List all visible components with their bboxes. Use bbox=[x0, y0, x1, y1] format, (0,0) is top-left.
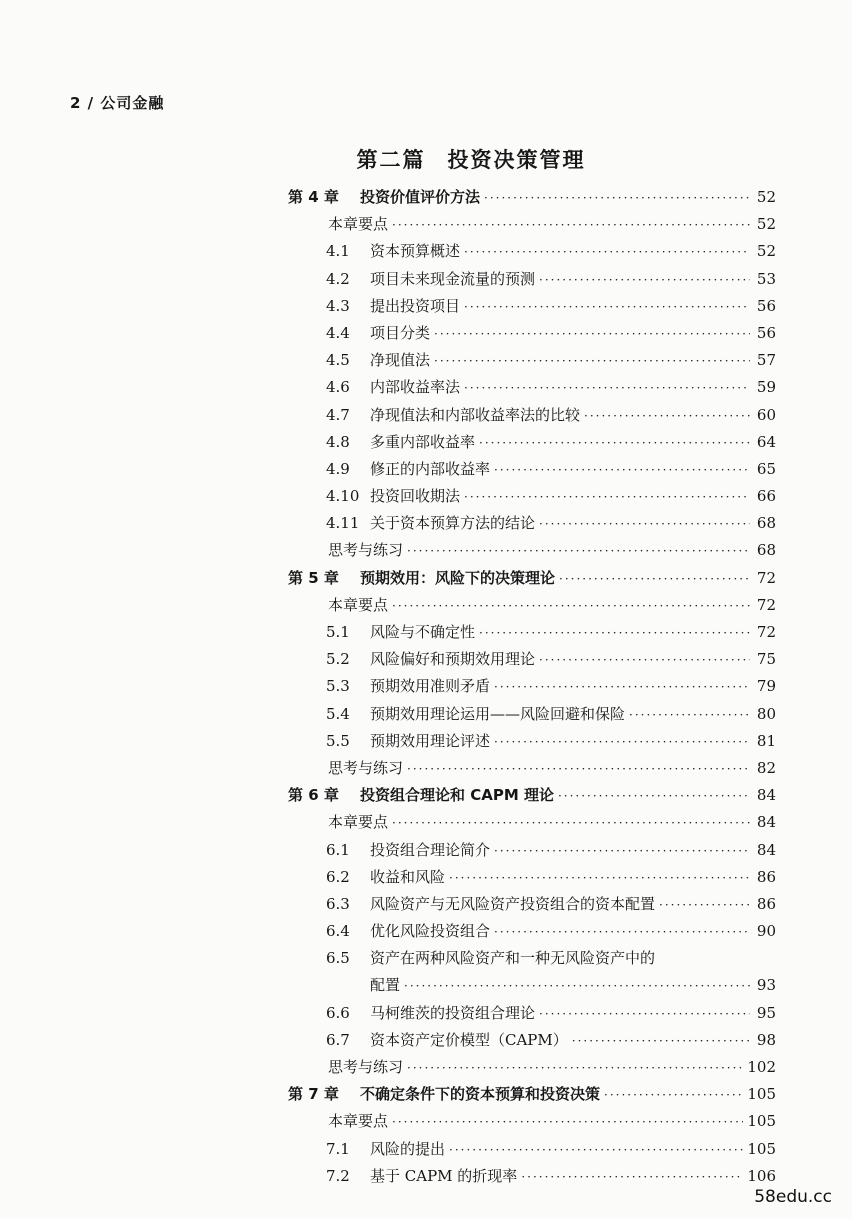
toc-page-number: 68 bbox=[756, 514, 776, 533]
dot-leader bbox=[494, 674, 750, 701]
toc-entry-title: 收益和风险 bbox=[370, 867, 446, 886]
dot-leader bbox=[464, 375, 750, 402]
toc-entry-number: 4.4 bbox=[326, 323, 350, 342]
dot-leader bbox=[407, 756, 750, 783]
toc-entry-title: 基于 CAPM 的折现率 bbox=[370, 1166, 518, 1185]
dot-leader bbox=[479, 620, 750, 647]
toc-page-number: 72 bbox=[756, 623, 776, 641]
toc-entry-row[interactable] bbox=[288, 755, 776, 782]
dot-leader bbox=[559, 566, 750, 593]
dot-leader bbox=[392, 810, 750, 837]
dot-leader bbox=[659, 892, 750, 919]
toc-page-number: 53 bbox=[756, 269, 776, 288]
toc-entry-title: 预期效用：风险下的决策理论 bbox=[360, 568, 556, 587]
dot-leader bbox=[407, 1055, 743, 1082]
toc-page-number: 84 bbox=[756, 786, 776, 805]
toc-entry-title: 资本资产定价模型（CAPM） bbox=[370, 1030, 568, 1049]
toc-entry-row[interactable] bbox=[288, 483, 776, 510]
toc-entry-number: 4.6 bbox=[326, 378, 350, 397]
toc-entry-row[interactable] bbox=[288, 456, 776, 483]
toc-page-number: 80 bbox=[756, 704, 776, 723]
toc-entry-row[interactable] bbox=[288, 1136, 776, 1163]
toc-entry-number: 6.3 bbox=[326, 894, 350, 913]
toc-entry-number: 7.2 bbox=[326, 1166, 350, 1185]
dot-leader bbox=[392, 593, 750, 620]
toc-entry-row[interactable] bbox=[288, 592, 776, 619]
toc-entry-title: 风险与不确定性 bbox=[370, 623, 476, 641]
toc-entry-number: 6.1 bbox=[326, 840, 350, 859]
toc-entry-number: 5.3 bbox=[326, 677, 350, 696]
toc-entry-row[interactable] bbox=[288, 374, 776, 401]
dot-leader bbox=[494, 838, 750, 865]
table-of-contents bbox=[288, 184, 776, 1190]
toc-entry-number: 第 6 章 bbox=[288, 786, 339, 805]
toc-entry-row[interactable] bbox=[288, 1000, 776, 1027]
toc-page-number: 86 bbox=[756, 894, 776, 913]
toc-entry-number: 6.6 bbox=[326, 1003, 350, 1022]
toc-page-number: 56 bbox=[756, 296, 776, 315]
toc-entry-number: 6.4 bbox=[326, 922, 350, 941]
dot-leader bbox=[434, 321, 750, 348]
dot-leader bbox=[464, 294, 750, 321]
toc-entry-number: 6.5 bbox=[326, 949, 350, 968]
toc-entry-title: 思考与练习 bbox=[328, 1058, 404, 1076]
toc-entry-title: 修正的内部收益率 bbox=[370, 459, 491, 478]
toc-entry-title: 净现值法 bbox=[370, 351, 431, 370]
toc-entry-row[interactable] bbox=[288, 619, 776, 646]
toc-entry-number: 4.1 bbox=[326, 242, 350, 261]
toc-page-number: 60 bbox=[756, 405, 776, 424]
toc-chapter-row[interactable] bbox=[288, 184, 776, 211]
toc-entry-title: 资本预算概述 bbox=[370, 242, 461, 261]
part-name: 投资决策管理 bbox=[447, 148, 586, 172]
toc-entry-title: 预期效用准则矛盾 bbox=[370, 677, 491, 696]
toc-entry-row[interactable] bbox=[288, 809, 776, 836]
toc-entry-row[interactable] bbox=[288, 510, 776, 537]
toc-entry-number: 4.8 bbox=[326, 432, 350, 451]
toc-page-number: 82 bbox=[756, 758, 776, 777]
toc-page-number: 52 bbox=[756, 242, 776, 261]
toc-chapter-row[interactable] bbox=[288, 565, 776, 592]
toc-page-number: 56 bbox=[756, 323, 776, 342]
dot-leader bbox=[584, 403, 750, 430]
toc-entry-title: 投资价值评价方法 bbox=[360, 188, 481, 206]
dot-leader bbox=[464, 239, 750, 266]
toc-page-number: 57 bbox=[756, 351, 776, 370]
dot-leader bbox=[539, 267, 750, 294]
part-label: 第二篇 bbox=[356, 148, 426, 172]
toc-entry-title: 马柯维茨的投资组合理论 bbox=[370, 1003, 536, 1022]
toc-entry-row[interactable] bbox=[288, 429, 776, 456]
dot-leader bbox=[404, 973, 750, 1000]
toc-entry-row[interactable] bbox=[288, 266, 776, 293]
dot-leader bbox=[484, 185, 750, 212]
dot-leader bbox=[558, 783, 750, 810]
toc-entry-number: 4.3 bbox=[326, 296, 350, 315]
toc-entry-row[interactable] bbox=[288, 891, 776, 918]
toc-entry-row[interactable] bbox=[288, 673, 776, 700]
toc-entry-number: 5.2 bbox=[326, 650, 350, 669]
toc-page-number: 102 bbox=[747, 1058, 776, 1076]
toc-entry-title: 内部收益率法 bbox=[370, 378, 461, 397]
toc-entry-number: 7.1 bbox=[326, 1139, 350, 1158]
toc-entry-title: 项目未来现金流量的预测 bbox=[370, 269, 536, 288]
toc-page-number: 68 bbox=[756, 541, 776, 560]
toc-entry-row[interactable] bbox=[288, 972, 776, 999]
toc-page-number: 106 bbox=[747, 1166, 776, 1185]
toc-entry-row[interactable] bbox=[288, 864, 776, 891]
toc-page-number: 84 bbox=[756, 813, 776, 832]
dot-leader bbox=[392, 212, 750, 239]
dot-leader bbox=[604, 1082, 743, 1109]
toc-entry-number: 5.1 bbox=[326, 623, 350, 641]
toc-entry-title: 思考与练习 bbox=[328, 541, 404, 560]
toc-entry-title: 资产在两种风险资产和一种无风险资产中的 bbox=[370, 949, 656, 968]
toc-page-number: 72 bbox=[756, 568, 776, 587]
toc-entry-row[interactable] bbox=[288, 1054, 776, 1081]
dot-leader bbox=[464, 484, 750, 511]
toc-entry-title: 投资组合理论和 CAPM 理论 bbox=[360, 786, 554, 805]
toc-page-number: 59 bbox=[756, 378, 776, 397]
watermark: 58edu.cc bbox=[754, 1187, 832, 1207]
dot-leader bbox=[539, 647, 750, 674]
toc-entry-title: 本章要点 bbox=[328, 813, 389, 832]
toc-page-number: 81 bbox=[756, 731, 776, 750]
toc-entry-row[interactable] bbox=[288, 945, 776, 972]
toc-page-number: 105 bbox=[747, 1085, 776, 1104]
toc-entry-title: 不确定条件下的资本预算和投资决策 bbox=[360, 1085, 601, 1104]
toc-entry-number: 第 5 章 bbox=[288, 568, 339, 587]
toc-entry-row[interactable] bbox=[288, 701, 776, 728]
dot-leader bbox=[539, 1001, 750, 1028]
toc-entry-number: 6.7 bbox=[326, 1030, 350, 1049]
toc-entry-title: 本章要点 bbox=[328, 215, 389, 234]
dot-leader bbox=[449, 865, 750, 892]
dot-leader bbox=[392, 1109, 743, 1136]
toc-entry-title: 本章要点 bbox=[328, 595, 389, 614]
toc-entry-title: 关于资本预算方法的结论 bbox=[370, 514, 536, 533]
toc-entry-title: 投资回收期法 bbox=[370, 487, 461, 506]
toc-entry-number: 5.4 bbox=[326, 704, 350, 723]
toc-page-number: 52 bbox=[756, 188, 776, 206]
toc-page-number: 72 bbox=[756, 595, 776, 614]
toc-entry-title: 多重内部收益率 bbox=[370, 432, 476, 451]
dot-leader bbox=[434, 348, 750, 375]
toc-entry-number: 第 4 章 bbox=[288, 188, 339, 206]
running-header: 2 / 公司金融 bbox=[70, 94, 165, 112]
dot-leader bbox=[494, 729, 750, 756]
toc-page-number: 105 bbox=[747, 1112, 776, 1131]
toc-page-number: 79 bbox=[756, 677, 776, 696]
toc-entry-number: 6.2 bbox=[326, 867, 350, 886]
toc-page-number: 64 bbox=[756, 432, 776, 451]
toc-page-number: 90 bbox=[756, 922, 776, 941]
toc-entry-row[interactable] bbox=[288, 1027, 776, 1054]
toc-entry-row[interactable] bbox=[288, 238, 776, 265]
toc-entry-row[interactable] bbox=[288, 402, 776, 429]
toc-entry-title: 净现值法和内部收益率法的比较 bbox=[370, 405, 581, 424]
toc-page-number: 52 bbox=[756, 215, 776, 234]
toc-entry-number: 5.5 bbox=[326, 731, 350, 750]
dot-leader bbox=[521, 1164, 743, 1191]
toc-entry-title: 项目分类 bbox=[370, 323, 431, 342]
toc-entry-row[interactable] bbox=[288, 320, 776, 347]
toc-entry-number: 第 7 章 bbox=[288, 1085, 339, 1104]
toc-entry-number: 4.5 bbox=[326, 351, 350, 370]
dot-leader bbox=[494, 919, 750, 946]
toc-entry-title: 提出投资项目 bbox=[370, 296, 461, 315]
toc-entry-title: 本章要点 bbox=[328, 1112, 389, 1131]
part-title bbox=[0, 144, 852, 174]
toc-entry-title: 预期效用理论评述 bbox=[370, 731, 491, 750]
toc-page-number: 95 bbox=[756, 1003, 776, 1022]
toc-page-number: 86 bbox=[756, 867, 776, 886]
toc-entry-number: 4.9 bbox=[326, 459, 350, 478]
dot-leader bbox=[449, 1137, 743, 1164]
toc-entry-number: 4.11 bbox=[326, 514, 360, 533]
toc-entry-row[interactable] bbox=[288, 837, 776, 864]
toc-entry-row[interactable] bbox=[288, 293, 776, 320]
toc-entry-title: 优化风险投资组合 bbox=[370, 922, 491, 941]
toc-entry-row[interactable] bbox=[288, 918, 776, 945]
toc-entry-number: 4.10 bbox=[326, 487, 360, 506]
toc-page-number: 75 bbox=[756, 650, 776, 669]
toc-page-number: 84 bbox=[756, 840, 776, 859]
toc-entry-row[interactable] bbox=[288, 211, 776, 238]
toc-entry-row[interactable] bbox=[288, 1108, 776, 1135]
toc-chapter-row[interactable] bbox=[288, 782, 776, 809]
toc-entry-title: 预期效用理论运用——风险回避和保险 bbox=[370, 704, 626, 723]
toc-page-number: 93 bbox=[756, 976, 776, 995]
toc-entry-row[interactable] bbox=[288, 1163, 776, 1190]
toc-page-number: 105 bbox=[747, 1139, 776, 1158]
dot-leader bbox=[629, 702, 750, 729]
toc-chapter-row[interactable] bbox=[288, 1081, 776, 1108]
toc-entry-number: 4.7 bbox=[326, 405, 350, 424]
toc-entry-row[interactable] bbox=[288, 347, 776, 374]
toc-entry-row[interactable] bbox=[288, 537, 776, 564]
toc-entry-title: 风险的提出 bbox=[370, 1139, 446, 1158]
toc-page-number: 98 bbox=[756, 1030, 776, 1049]
toc-page-number: 65 bbox=[756, 459, 776, 478]
dot-leader bbox=[539, 511, 750, 538]
dot-leader bbox=[479, 430, 750, 457]
toc-entry-title: 风险偏好和预期效用理论 bbox=[370, 650, 536, 669]
toc-page-number: 66 bbox=[756, 487, 776, 506]
toc-entry-number: 4.2 bbox=[326, 269, 350, 288]
toc-entry-row[interactable] bbox=[288, 728, 776, 755]
dot-leader bbox=[407, 538, 750, 565]
toc-entry-row[interactable] bbox=[288, 646, 776, 673]
toc-entry-title: 配置 bbox=[370, 976, 401, 995]
toc-entry-title: 投资组合理论简介 bbox=[370, 840, 491, 859]
dot-leader bbox=[572, 1028, 750, 1055]
dot-leader bbox=[494, 457, 750, 484]
toc-entry-title: 风险资产与无风险资产投资组合的资本配置 bbox=[370, 894, 656, 913]
toc-entry-title: 思考与练习 bbox=[328, 758, 404, 777]
